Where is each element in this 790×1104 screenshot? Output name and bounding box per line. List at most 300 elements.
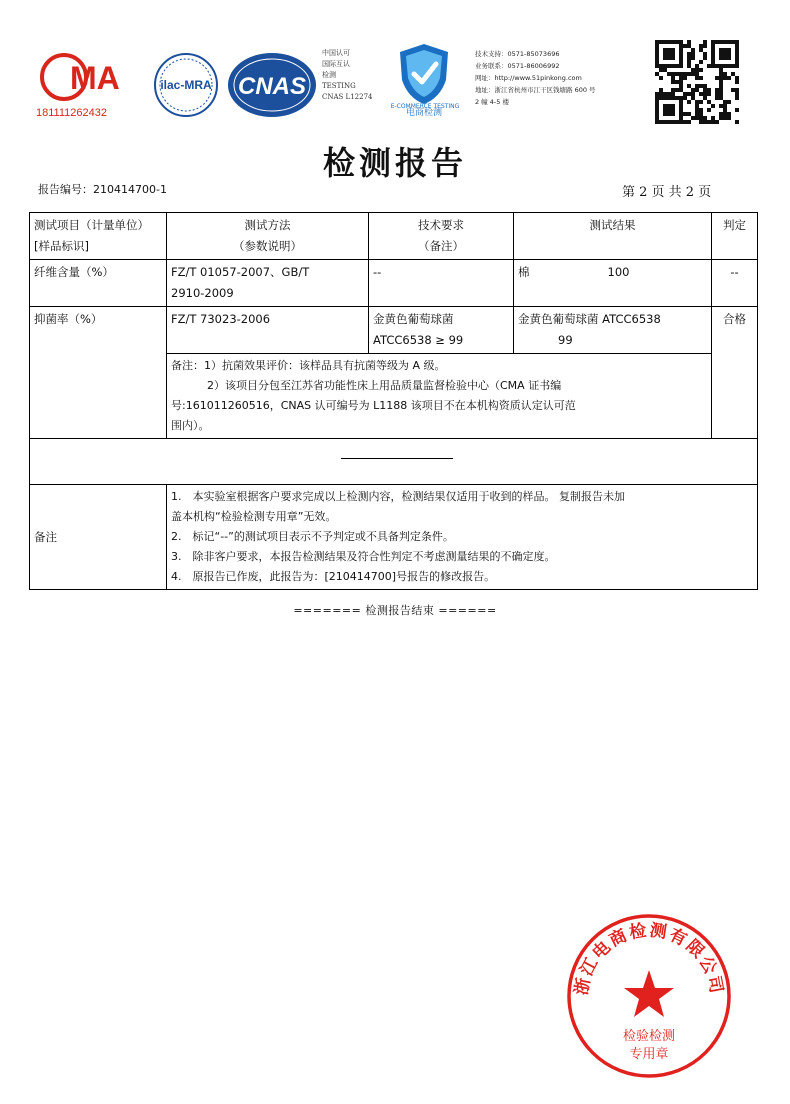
qr-module	[687, 60, 691, 64]
qr-module	[695, 64, 699, 68]
qr-module	[679, 80, 683, 84]
seal-line1: 检验检测	[622, 1029, 676, 1044]
qr-module	[703, 116, 707, 120]
qr-module	[707, 88, 711, 92]
qr-module	[687, 52, 691, 56]
cert-line: 检测	[322, 71, 336, 79]
table-header-row	[30, 213, 758, 260]
qr-module	[727, 40, 731, 44]
qr-module	[695, 112, 699, 116]
qr-module	[655, 104, 659, 108]
qr-module	[731, 88, 735, 92]
header-method-line: （参数说明）	[233, 239, 302, 253]
row-judgement: 合格	[712, 307, 758, 439]
qr-module	[675, 96, 679, 100]
qr-module	[707, 108, 711, 112]
qr-module	[707, 64, 711, 68]
qr-module	[655, 44, 659, 48]
qr-module	[699, 44, 703, 48]
qr-module	[655, 116, 659, 120]
qr-module	[671, 56, 675, 60]
accreditation-text	[322, 48, 386, 103]
qr-module	[663, 120, 667, 124]
qr-module	[663, 52, 667, 56]
qr-module	[671, 80, 675, 84]
report-number: 报告编号：210414700-1	[38, 183, 167, 196]
qr-module	[655, 96, 659, 100]
qr-module	[719, 48, 723, 52]
qr-module	[695, 76, 699, 80]
qr-module	[655, 100, 659, 104]
qr-module	[695, 116, 699, 120]
qr-module	[699, 116, 703, 120]
note-line: 号:161011260516，CNAS 认可编号为 L1188 该项目不在本机构资质认定认可范	[171, 399, 576, 412]
qr-module	[735, 56, 739, 60]
remark-line: 1. 本实验室根据客户要求完成以上检测内容，检测结果仅适用于收到的样品。 复制报告未加	[171, 490, 625, 503]
ec-logo-subtitle: E-COMMERCE TESTING	[390, 103, 460, 110]
qr-module	[703, 84, 707, 88]
qr-module	[719, 116, 723, 120]
qr-module	[719, 64, 723, 68]
qr-module	[735, 40, 739, 44]
qr-module	[711, 56, 715, 60]
qr-module	[671, 104, 675, 108]
qr-module	[711, 44, 715, 48]
qr-module	[687, 40, 691, 44]
qr-module	[659, 88, 663, 92]
qr-module	[699, 68, 703, 72]
qr-module	[671, 72, 675, 76]
qr-module	[667, 56, 671, 60]
ilac-logo-text: ilac-MRA	[160, 78, 212, 92]
blank-cell	[30, 439, 758, 485]
row-item: 抑菌率（%）	[30, 307, 167, 439]
qr-module	[659, 68, 663, 72]
qr-module	[667, 96, 671, 100]
qr-module	[719, 92, 723, 96]
qr-module	[703, 52, 707, 56]
qr-module	[699, 108, 703, 112]
qr-module	[675, 88, 679, 92]
qr-module	[679, 108, 683, 112]
cnas-logo	[226, 50, 318, 120]
qr-module	[687, 92, 691, 96]
qr-module	[663, 92, 667, 96]
qr-module	[735, 92, 739, 96]
qr-module	[667, 72, 671, 76]
qr-module	[683, 112, 687, 116]
qr-module	[695, 108, 699, 112]
row-method	[167, 260, 369, 307]
qr-module	[675, 64, 679, 68]
qr-module	[727, 56, 731, 60]
qr-module	[699, 100, 703, 104]
qr-module	[727, 100, 731, 104]
qr-module	[663, 104, 667, 108]
blank-dash	[341, 458, 453, 459]
qr-module	[679, 112, 683, 116]
note-line: 备注：1）抗菌效果评价：该样品具有抗菌等级为 A 级。	[171, 359, 446, 372]
qr-module	[667, 64, 671, 68]
qr-module	[735, 48, 739, 52]
qr-module	[659, 64, 663, 68]
qr-module	[655, 56, 659, 60]
qr-module	[715, 40, 719, 44]
qr-module	[699, 60, 703, 64]
cert-line: 中国认可	[322, 49, 350, 57]
qr-module	[695, 84, 699, 88]
seal-line2: 专用章	[629, 1047, 669, 1062]
qr-module	[711, 60, 715, 64]
qr-module	[663, 48, 667, 52]
qr-module	[723, 116, 727, 120]
qr-module	[679, 40, 683, 44]
qr-module	[683, 120, 687, 124]
qr-module	[715, 96, 719, 100]
remark-line: 3. 除非客户要求，本报告检测结果及符合性判定不考虑测量结果的不确定度。	[171, 550, 556, 563]
qr-module	[731, 64, 735, 68]
qr-module	[719, 40, 723, 44]
qr-module	[667, 52, 671, 56]
qr-module	[691, 48, 695, 52]
qr-module	[659, 92, 663, 96]
qr-module	[727, 64, 731, 68]
qr-module	[703, 56, 707, 60]
qr-module	[715, 64, 719, 68]
qr-module	[707, 92, 711, 96]
qr-module	[719, 112, 723, 116]
row-requirement: --	[369, 260, 514, 307]
qr-module	[679, 52, 683, 56]
qr-module	[703, 44, 707, 48]
header-item-line: 测试项目（计量单位）	[34, 218, 149, 232]
qr-module	[691, 68, 695, 72]
qr-module	[675, 80, 679, 84]
row-judgement: --	[712, 260, 758, 307]
qr-module	[659, 96, 663, 100]
qr-module	[667, 40, 671, 44]
qr-module	[727, 48, 731, 52]
remarks-label: 备注	[30, 485, 167, 590]
qr-module	[723, 112, 727, 116]
qr-module	[691, 116, 695, 120]
row-method: FZ/T 73023-2006	[167, 307, 369, 354]
qr-module	[667, 112, 671, 116]
qr-module	[667, 120, 671, 124]
qr-module	[671, 52, 675, 56]
ilac-mra-logo	[148, 50, 224, 120]
qr-module	[655, 92, 659, 96]
remark-line: 盖本机构“检验检测专用章”无效。	[171, 510, 337, 523]
qr-module	[723, 100, 727, 104]
qr-module	[695, 104, 699, 108]
row-result	[514, 307, 712, 354]
remarks-row	[30, 485, 758, 590]
qr-module	[727, 116, 731, 120]
qr-module	[711, 104, 715, 108]
qr-module	[719, 72, 723, 76]
header-result: 测试结果	[514, 213, 712, 260]
qr-module	[671, 96, 675, 100]
qr-module	[679, 120, 683, 124]
note-line: 围内）。	[171, 419, 210, 432]
qr-module	[727, 76, 731, 80]
qr-module	[687, 84, 691, 88]
qr-module	[679, 60, 683, 64]
qr-module	[683, 44, 687, 48]
qr-module	[735, 44, 739, 48]
cnas-logo-text: CNAS	[237, 73, 307, 100]
qr-module	[691, 56, 695, 60]
cert-line: CNAS L12274	[322, 93, 373, 101]
qr-module	[699, 120, 703, 124]
qr-module	[715, 120, 719, 124]
qr-module	[671, 108, 675, 112]
remark-line: 4. 原报告已作废，此报告为：[210414700]号报告的修改报告。	[171, 570, 496, 583]
qr-module	[671, 112, 675, 116]
qr-module	[663, 64, 667, 68]
qr-module	[659, 76, 663, 80]
page-indicator: 第 2 页 共 2 页	[622, 185, 712, 200]
qr-module	[703, 40, 707, 44]
qr-module	[715, 92, 719, 96]
note-line: 2）该项目分包至江苏省功能性床上用品质量监督检验中心（CMA 证书编	[207, 379, 562, 392]
qr-module	[659, 40, 663, 44]
qr-module	[655, 48, 659, 52]
result-value: 99	[558, 333, 573, 347]
qr-module	[735, 88, 739, 92]
qr-module	[715, 88, 719, 92]
qr-module	[723, 108, 727, 112]
qr-module	[695, 72, 699, 76]
qr-module	[663, 108, 667, 112]
qr-module	[723, 76, 727, 80]
qr-module	[679, 96, 683, 100]
qr-module	[735, 80, 739, 84]
qr-module	[671, 64, 675, 68]
qr-module	[687, 56, 691, 60]
qr-module	[719, 56, 723, 60]
note-cell	[167, 354, 712, 439]
qr-module	[723, 40, 727, 44]
qr-module	[699, 76, 703, 80]
qr-module	[691, 52, 695, 56]
results-table	[29, 212, 758, 590]
qr-module	[663, 56, 667, 60]
qr-module	[695, 68, 699, 72]
qr-module	[667, 92, 671, 96]
qr-module	[691, 92, 695, 96]
qr-module	[687, 72, 691, 76]
qr-module	[691, 72, 695, 76]
qr-module	[731, 40, 735, 44]
qr-module	[663, 40, 667, 44]
cma-logo-text: MA	[70, 60, 120, 96]
qr-module	[703, 120, 707, 124]
qr-module	[667, 104, 671, 108]
qr-module	[679, 104, 683, 108]
qr-module	[735, 96, 739, 100]
qr-module	[735, 108, 739, 112]
contact-line: 网址：http://www.51pinkong.com	[475, 74, 582, 82]
header-requirement-line: （备注）	[418, 239, 464, 253]
official-seal	[565, 912, 733, 1080]
qr-module	[719, 96, 723, 100]
qr-module	[679, 48, 683, 52]
qr-module	[671, 40, 675, 44]
result-value: 100	[607, 265, 630, 279]
remarks-cell	[167, 485, 758, 590]
qr-module	[683, 72, 687, 76]
qr-code	[655, 40, 739, 124]
qr-module	[687, 100, 691, 104]
qr-module	[671, 92, 675, 96]
qr-module	[655, 112, 659, 116]
qr-module	[695, 88, 699, 92]
contact-line: 2 幢 4-5 楼	[475, 98, 509, 106]
qr-module	[727, 112, 731, 116]
header-judgement: 判定	[712, 213, 758, 260]
table-row	[30, 260, 758, 307]
seal-org-name: 浙江电商检测有限公司	[571, 920, 727, 997]
qr-module	[679, 88, 683, 92]
qr-module	[727, 52, 731, 56]
qr-module	[655, 40, 659, 44]
qr-module	[667, 108, 671, 112]
qr-module	[719, 68, 723, 72]
qr-module	[667, 48, 671, 52]
table-row	[30, 307, 758, 354]
qr-module	[703, 92, 707, 96]
qr-module	[683, 76, 687, 80]
qr-module	[703, 88, 707, 92]
row-result	[514, 260, 712, 307]
report-end-marker: ======= 检测报告结束 ======	[293, 604, 497, 617]
qr-module	[671, 76, 675, 80]
qr-module	[719, 88, 723, 92]
qr-module	[675, 72, 679, 76]
qr-module	[655, 52, 659, 56]
qr-module	[679, 44, 683, 48]
qr-module	[663, 96, 667, 100]
row-item: 纤维含量（%）	[30, 260, 167, 307]
qr-module	[711, 120, 715, 124]
qr-module	[687, 64, 691, 68]
qr-module	[691, 88, 695, 92]
qr-module	[655, 72, 659, 76]
qr-module	[719, 80, 723, 84]
result-label: 金黄色葡萄球菌 ATCC6538	[518, 312, 661, 326]
qr-module	[655, 60, 659, 64]
qr-module	[663, 112, 667, 116]
qr-module	[679, 72, 683, 76]
contact-line: 业务联系：0571-86006992	[475, 62, 560, 70]
row-requirement-line: 金黄色葡萄球菌	[373, 312, 454, 326]
qr-module	[671, 88, 675, 92]
qr-module	[723, 64, 727, 68]
qr-module	[723, 48, 727, 52]
cert-line: 国际互认	[322, 60, 350, 68]
row-requirement	[369, 307, 514, 354]
qr-module	[699, 48, 703, 52]
qr-module	[655, 120, 659, 124]
qr-module	[711, 64, 715, 68]
qr-module	[695, 100, 699, 104]
header-method-line: 测试方法	[244, 218, 291, 232]
qr-module	[679, 64, 683, 68]
qr-module	[679, 76, 683, 80]
qr-module	[723, 72, 727, 76]
qr-module	[731, 72, 735, 76]
qr-module	[719, 104, 723, 108]
qr-module	[735, 64, 739, 68]
qr-module	[715, 76, 719, 80]
contact-line: 技术支持：0571-85073696	[475, 50, 560, 58]
qr-module	[723, 52, 727, 56]
qr-module	[679, 100, 683, 104]
qr-module	[683, 96, 687, 100]
header-method	[167, 213, 369, 260]
qr-module	[663, 68, 667, 72]
contact-info	[475, 48, 655, 108]
qr-module	[719, 76, 723, 80]
ec-logo-name: 电商检测	[405, 108, 443, 118]
qr-module	[735, 76, 739, 80]
qr-module	[675, 40, 679, 44]
qr-module	[723, 104, 727, 108]
qr-module	[735, 120, 739, 124]
header-item-line: [样品标识]	[34, 239, 89, 253]
qr-module	[679, 116, 683, 120]
qr-module	[699, 84, 703, 88]
header-item	[30, 213, 167, 260]
qr-module	[675, 120, 679, 124]
qr-module	[723, 56, 727, 60]
qr-module	[659, 120, 663, 124]
qr-module	[687, 112, 691, 116]
document-title: 检测报告	[322, 144, 467, 182]
qr-module	[707, 120, 711, 124]
header-requirement-line: 技术要求	[418, 218, 464, 232]
qr-module	[671, 48, 675, 52]
result-label: 棉	[518, 265, 530, 279]
qr-module	[711, 40, 715, 44]
contact-line: 地址：浙江省杭州市江干区钱塘路 600 号	[475, 86, 596, 94]
qr-module	[699, 112, 703, 116]
row-requirement-line: ATCC6538 ≥ 99	[373, 333, 464, 347]
qr-module	[719, 84, 723, 88]
qr-module	[703, 96, 707, 100]
qr-module	[707, 100, 711, 104]
qr-module	[655, 64, 659, 68]
cma-logo	[34, 50, 142, 120]
qr-module	[711, 116, 715, 120]
cert-line: TESTING	[322, 82, 356, 90]
qr-module	[655, 108, 659, 112]
qr-module	[683, 92, 687, 96]
cma-code: 181111262432	[36, 107, 107, 119]
qr-module	[687, 120, 691, 124]
qr-module	[687, 44, 691, 48]
qr-module	[735, 52, 739, 56]
qr-module	[699, 92, 703, 96]
qr-module	[679, 56, 683, 60]
seal-star-icon	[624, 970, 674, 1017]
blank-row	[30, 439, 758, 485]
row-method-line: 2910-2009	[171, 286, 234, 300]
qr-module	[711, 52, 715, 56]
qr-module	[691, 96, 695, 100]
